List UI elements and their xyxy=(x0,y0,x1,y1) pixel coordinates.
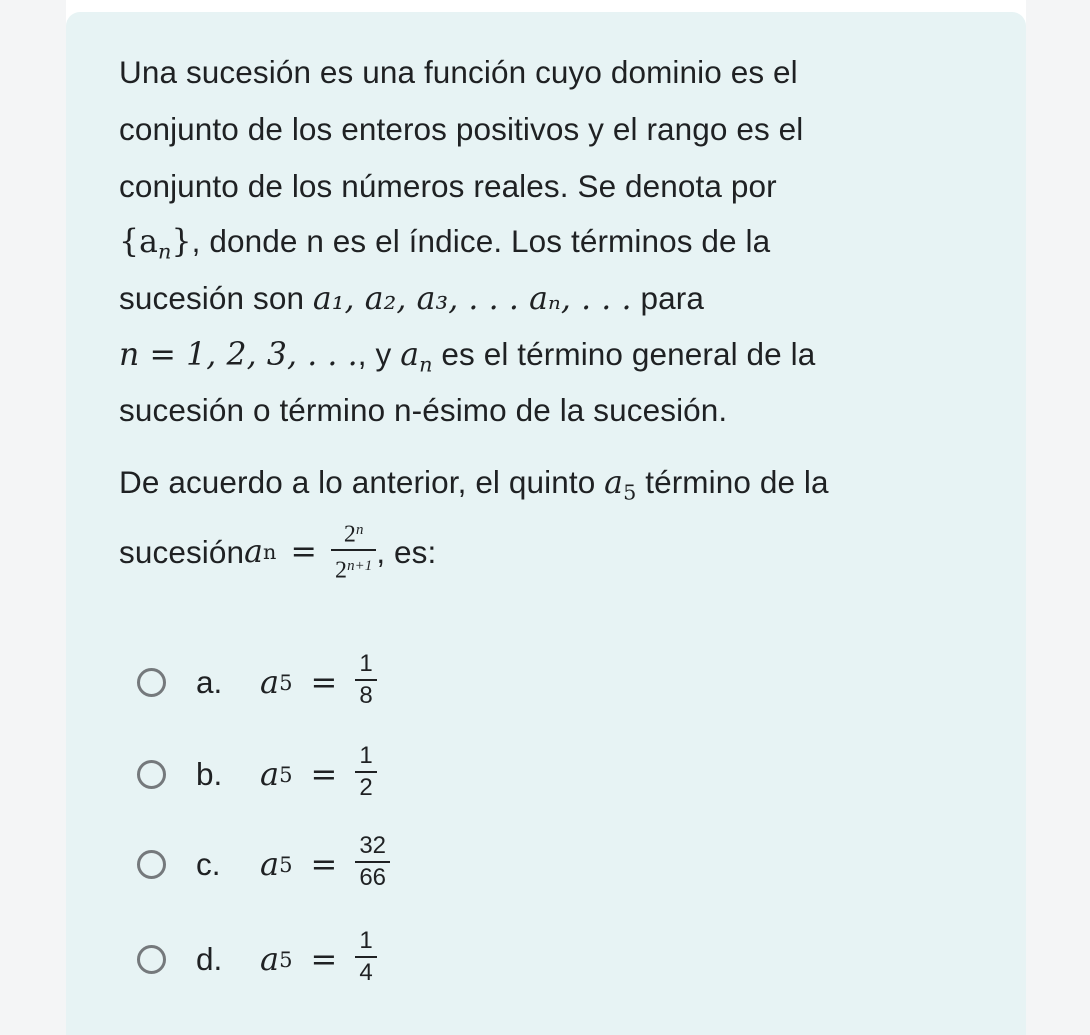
question-line-1: Una sucesión es una función cuyo dominio es el xyxy=(119,54,798,90)
option-b-denominator: 2 xyxy=(359,774,373,801)
option-c-numerator: 32 xyxy=(359,832,387,859)
sequence-var-sub: n xyxy=(263,540,277,565)
line5-text: sucesión son xyxy=(119,280,313,316)
radio-option-c[interactable] xyxy=(137,850,166,879)
radio-option-d[interactable] xyxy=(137,945,166,974)
fraction-bar xyxy=(331,549,376,551)
fraction-numerator xyxy=(331,518,376,546)
line9-text: sucesión xyxy=(119,534,245,571)
general-term: a xyxy=(400,337,420,373)
set-subscript: n xyxy=(158,239,172,264)
option-b[interactable] xyxy=(137,744,377,804)
question-line-9 xyxy=(119,520,436,585)
line6-text: , y xyxy=(357,336,401,372)
general-term-sub: n xyxy=(419,352,433,377)
denominator-exponent: n+1 xyxy=(347,558,373,575)
line4-text: , donde n es el índice. Los términos de la xyxy=(191,223,771,259)
option-d[interactable] xyxy=(137,929,377,989)
line9-end: , es: xyxy=(376,534,437,571)
option-a-fraction xyxy=(355,652,376,708)
option-d-denominator: 4 xyxy=(359,959,373,986)
option-c-sub: 5 xyxy=(279,851,293,877)
option-a[interactable] xyxy=(137,652,377,712)
option-b-fraction xyxy=(355,744,376,800)
question-line-2: conjunto de los enteros positivos y el rango es el xyxy=(119,111,804,147)
numerator-base: 2 xyxy=(343,521,356,548)
n-values: n = 1, 2, 3, . . . xyxy=(119,337,358,373)
question-line-3: conjunto de los números reales. Se denota por xyxy=(119,168,777,204)
option-c-bar xyxy=(355,861,390,863)
option-c-denominator: 66 xyxy=(359,864,387,891)
option-b-var: a xyxy=(260,755,280,793)
option-a-denominator: 8 xyxy=(359,682,373,709)
sequence-fraction xyxy=(331,518,376,583)
option-b-sub: 5 xyxy=(279,761,293,787)
option-d-bar xyxy=(355,956,376,958)
left-gutter xyxy=(0,0,66,1035)
option-c[interactable] xyxy=(137,834,390,894)
option-a-equals: = xyxy=(310,663,338,701)
denominator-base: 2 xyxy=(335,557,348,584)
option-b-letter: b. xyxy=(196,755,223,792)
question-line-6 xyxy=(119,334,815,385)
line8-end: término de la xyxy=(636,464,829,500)
option-a-var: a xyxy=(260,663,280,701)
line5-end: para xyxy=(631,280,704,316)
option-d-math xyxy=(260,927,377,987)
fifth-term-sub: 5 xyxy=(623,480,637,505)
fifth-term: a xyxy=(604,465,624,501)
line8-text: De acuerdo a lo anterior, el quinto xyxy=(119,464,605,500)
radio-option-a[interactable] xyxy=(137,668,166,697)
option-c-math xyxy=(260,832,390,892)
option-a-sub: 5 xyxy=(279,669,293,695)
option-a-numerator: 1 xyxy=(359,650,373,677)
option-c-equals: = xyxy=(310,845,338,883)
sequence-var: a xyxy=(244,534,264,571)
question-line-7: sucesión o término n-ésimo de la sucesión. xyxy=(119,392,728,428)
option-a-letter: a. xyxy=(196,663,223,700)
option-d-equals: = xyxy=(310,940,338,978)
option-d-letter: d. xyxy=(196,940,223,977)
set-close: } xyxy=(171,224,192,260)
option-d-var: a xyxy=(260,940,280,978)
question-line-4 xyxy=(119,221,770,272)
option-c-var: a xyxy=(260,845,280,883)
question-line-8 xyxy=(119,462,829,513)
terms-list: a₁, a₂, a₃, . . . aₙ, . . . xyxy=(312,281,632,317)
question-line-5 xyxy=(119,278,704,319)
option-a-math xyxy=(260,650,377,710)
option-b-numerator: 1 xyxy=(359,742,373,769)
radio-option-b[interactable] xyxy=(137,760,166,789)
option-d-fraction xyxy=(355,929,376,985)
option-b-bar xyxy=(355,771,376,773)
option-d-sub: 5 xyxy=(279,946,293,972)
option-d-numerator: 1 xyxy=(359,927,373,954)
line6-end: es el término general de la xyxy=(432,336,816,372)
option-b-equals: = xyxy=(310,755,338,793)
option-c-fraction xyxy=(355,834,390,890)
right-gutter xyxy=(1026,0,1090,1035)
fraction-denominator xyxy=(331,554,376,582)
set-open: {a xyxy=(119,224,159,260)
option-c-letter: c. xyxy=(196,845,221,882)
sequence-equals: = xyxy=(290,534,317,571)
numerator-exponent: n xyxy=(355,522,364,538)
option-a-bar xyxy=(355,679,376,681)
option-b-math xyxy=(260,742,377,802)
